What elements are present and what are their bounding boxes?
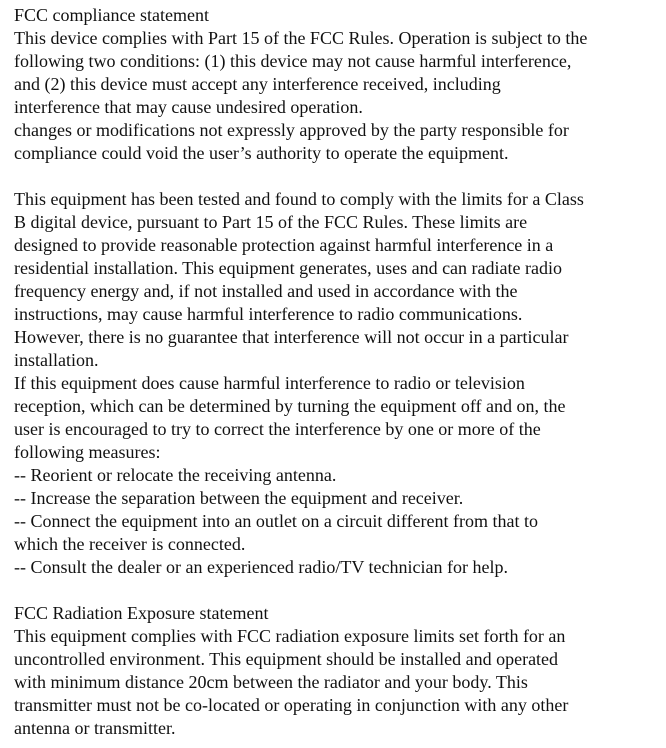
text-line: which the receiver is connected. xyxy=(14,534,246,554)
text-line: interference that may cause undesired operation. xyxy=(14,97,363,117)
text-line: This equipment complies with FCC radiation exposure limits set forth for an xyxy=(14,626,566,646)
text-line: frequency energy and, if not installed and used in accordance with the xyxy=(14,281,518,301)
text-line: This equipment has been tested and found to comply with the limits for a Class xyxy=(14,189,584,209)
text-line: and (2) this device must accept any interference received, including xyxy=(14,74,501,94)
text-line: -- Increase the separation between the equipment and receiver. xyxy=(14,488,464,508)
text-line: B digital device, pursuant to Part 15 of the FCC Rules. These limits are xyxy=(14,212,528,232)
text-line: This device complies with Part 15 of the FCC Rules. Operation is subject to the xyxy=(14,28,588,48)
class-b-section xyxy=(14,188,587,579)
text-line: FCC compliance statement xyxy=(14,5,209,25)
text-line: designed to provide reasonable protection against harmful interference in a xyxy=(14,235,554,255)
text-line: compliance could void the user’s authority to operate the equipment. xyxy=(14,143,509,163)
text-line: following two conditions: (1) this device may not cause harmful interference, xyxy=(14,51,572,71)
paragraph-spacer xyxy=(14,165,587,188)
text-line: -- Consult the dealer or an experienced radio/TV technician for help. xyxy=(14,557,508,577)
text-line: installation. xyxy=(14,350,99,370)
fcc-document xyxy=(14,4,587,740)
text-line: antenna or transmitter. xyxy=(14,718,176,738)
text-line: -- Connect the equipment into an outlet on a circuit different from that to xyxy=(14,511,539,531)
text-line: However, there is no guarantee that interference will not occur in a particular xyxy=(14,327,569,347)
fcc-compliance-section xyxy=(14,4,587,165)
text-line: -- Reorient or relocate the receiving antenna. xyxy=(14,465,337,485)
text-line: If this equipment does cause harmful interference to radio or television xyxy=(14,373,525,393)
radiation-exposure-section xyxy=(14,602,587,740)
paragraph-spacer xyxy=(14,579,587,602)
text-line: following measures: xyxy=(14,442,161,462)
text-line: user is encouraged to try to correct the interference by one or more of the xyxy=(14,419,541,439)
text-line: FCC Radiation Exposure statement xyxy=(14,603,269,623)
text-line: changes or modifications not expressly approved by the party responsible for xyxy=(14,120,569,140)
text-line: with minimum distance 20cm between the radiator and your body. This xyxy=(14,672,528,692)
text-line: reception, which can be determined by turning the equipment off and on, the xyxy=(14,396,566,416)
text-line: transmitter must not be co-located or operating in conjunction with any other xyxy=(14,695,569,715)
text-line: instructions, may cause harmful interference to radio communications. xyxy=(14,304,523,324)
text-line: uncontrolled environment. This equipment should be installed and operated xyxy=(14,649,559,669)
text-line: residential installation. This equipment generates, uses and can radiate radio xyxy=(14,258,562,278)
